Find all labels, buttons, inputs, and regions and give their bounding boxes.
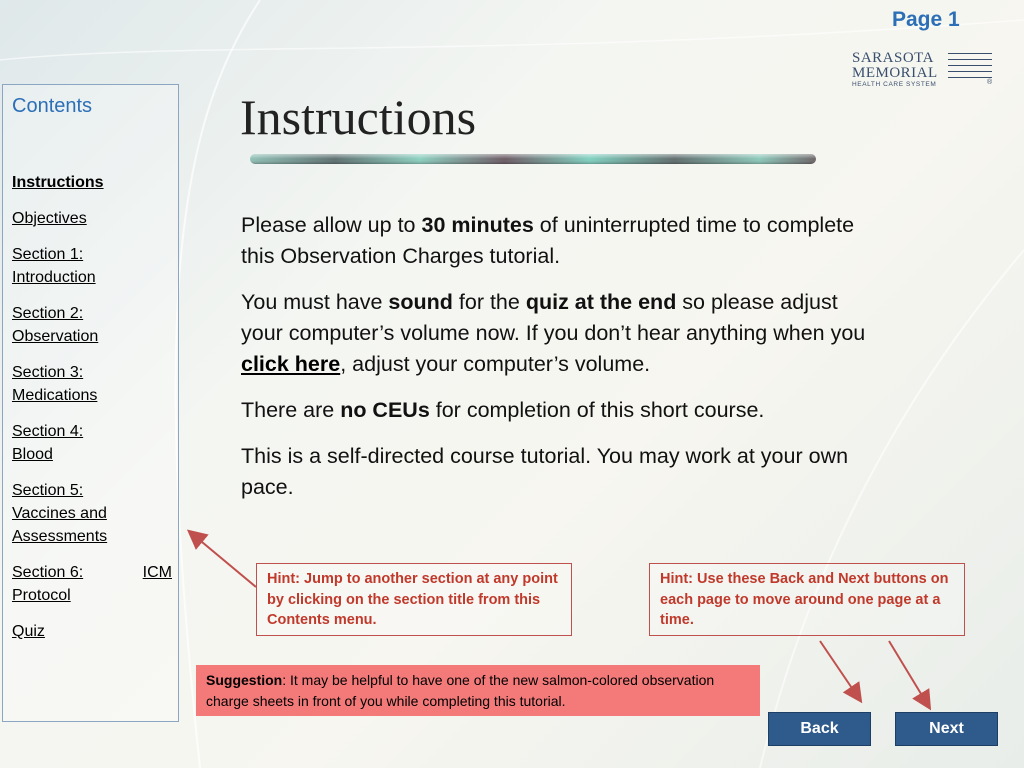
- next-button[interactable]: Next: [895, 712, 998, 746]
- menu-item-section-5[interactable]: Section 5: Vaccines and Assessments: [12, 482, 108, 545]
- click-here-link[interactable]: click here: [241, 352, 341, 376]
- page-number: Page 1: [892, 8, 960, 31]
- menu-item-quiz[interactable]: Quiz: [12, 623, 45, 640]
- menu-item-section-3[interactable]: Section 3: Medications: [12, 364, 98, 404]
- instructions-body: [241, 210, 881, 518]
- sarasota-memorial-logo: [852, 50, 994, 92]
- para-pace: This is a self-directed course tutorial. You may work at your own pace.: [241, 444, 849, 499]
- decorative-divider: [248, 153, 818, 165]
- logo-line2: MEMORIAL: [852, 65, 938, 81]
- hint-contents: Hint: Jump to another section at any point by clicking on the section title from this Contents menu.: [256, 563, 572, 636]
- menu-item-section-4[interactable]: Section 4: Blood: [12, 423, 84, 463]
- para-ceus: There are no CEUs for completion of this short course.: [241, 398, 765, 422]
- para-sound: You must have sound for the quiz at the end so please adjust your computer’s volume now. If you don’t hear anything when you click here, adjust your computer’s volume.: [241, 290, 866, 376]
- suggestion-box: Suggestion: It may be helpful to have one of the new salmon-colored observation charge sheets in front of you while completing this tutorial.: [196, 665, 760, 716]
- logo-line1: SARASOTA: [852, 50, 934, 66]
- back-button[interactable]: Back: [768, 712, 871, 746]
- menu-item-section-2[interactable]: Section 2: Observation: [12, 305, 99, 345]
- logo-registered: ®: [987, 79, 993, 86]
- logo-line3: HEALTH CARE SYSTEM: [852, 81, 937, 88]
- contents-title: Contents: [12, 95, 93, 117]
- para-time: Please allow up to 30 minutes of uninterrupted time to complete this Observation Charges tutorial.: [241, 213, 855, 268]
- menu-item-instructions[interactable]: Instructions: [12, 174, 104, 191]
- menu-item-section-1[interactable]: Section 1: Introduction: [12, 246, 96, 286]
- menu-item-objectives[interactable]: Objectives: [12, 210, 87, 227]
- page-title: Instructions: [240, 89, 477, 145]
- menu-item-section-6[interactable]: Section 6: ICM Protocol: [12, 564, 172, 604]
- contents-menu: [2, 84, 179, 722]
- hint-navigation: Hint: Use these Back and Next buttons on each page to move around one page at a time.: [649, 563, 965, 636]
